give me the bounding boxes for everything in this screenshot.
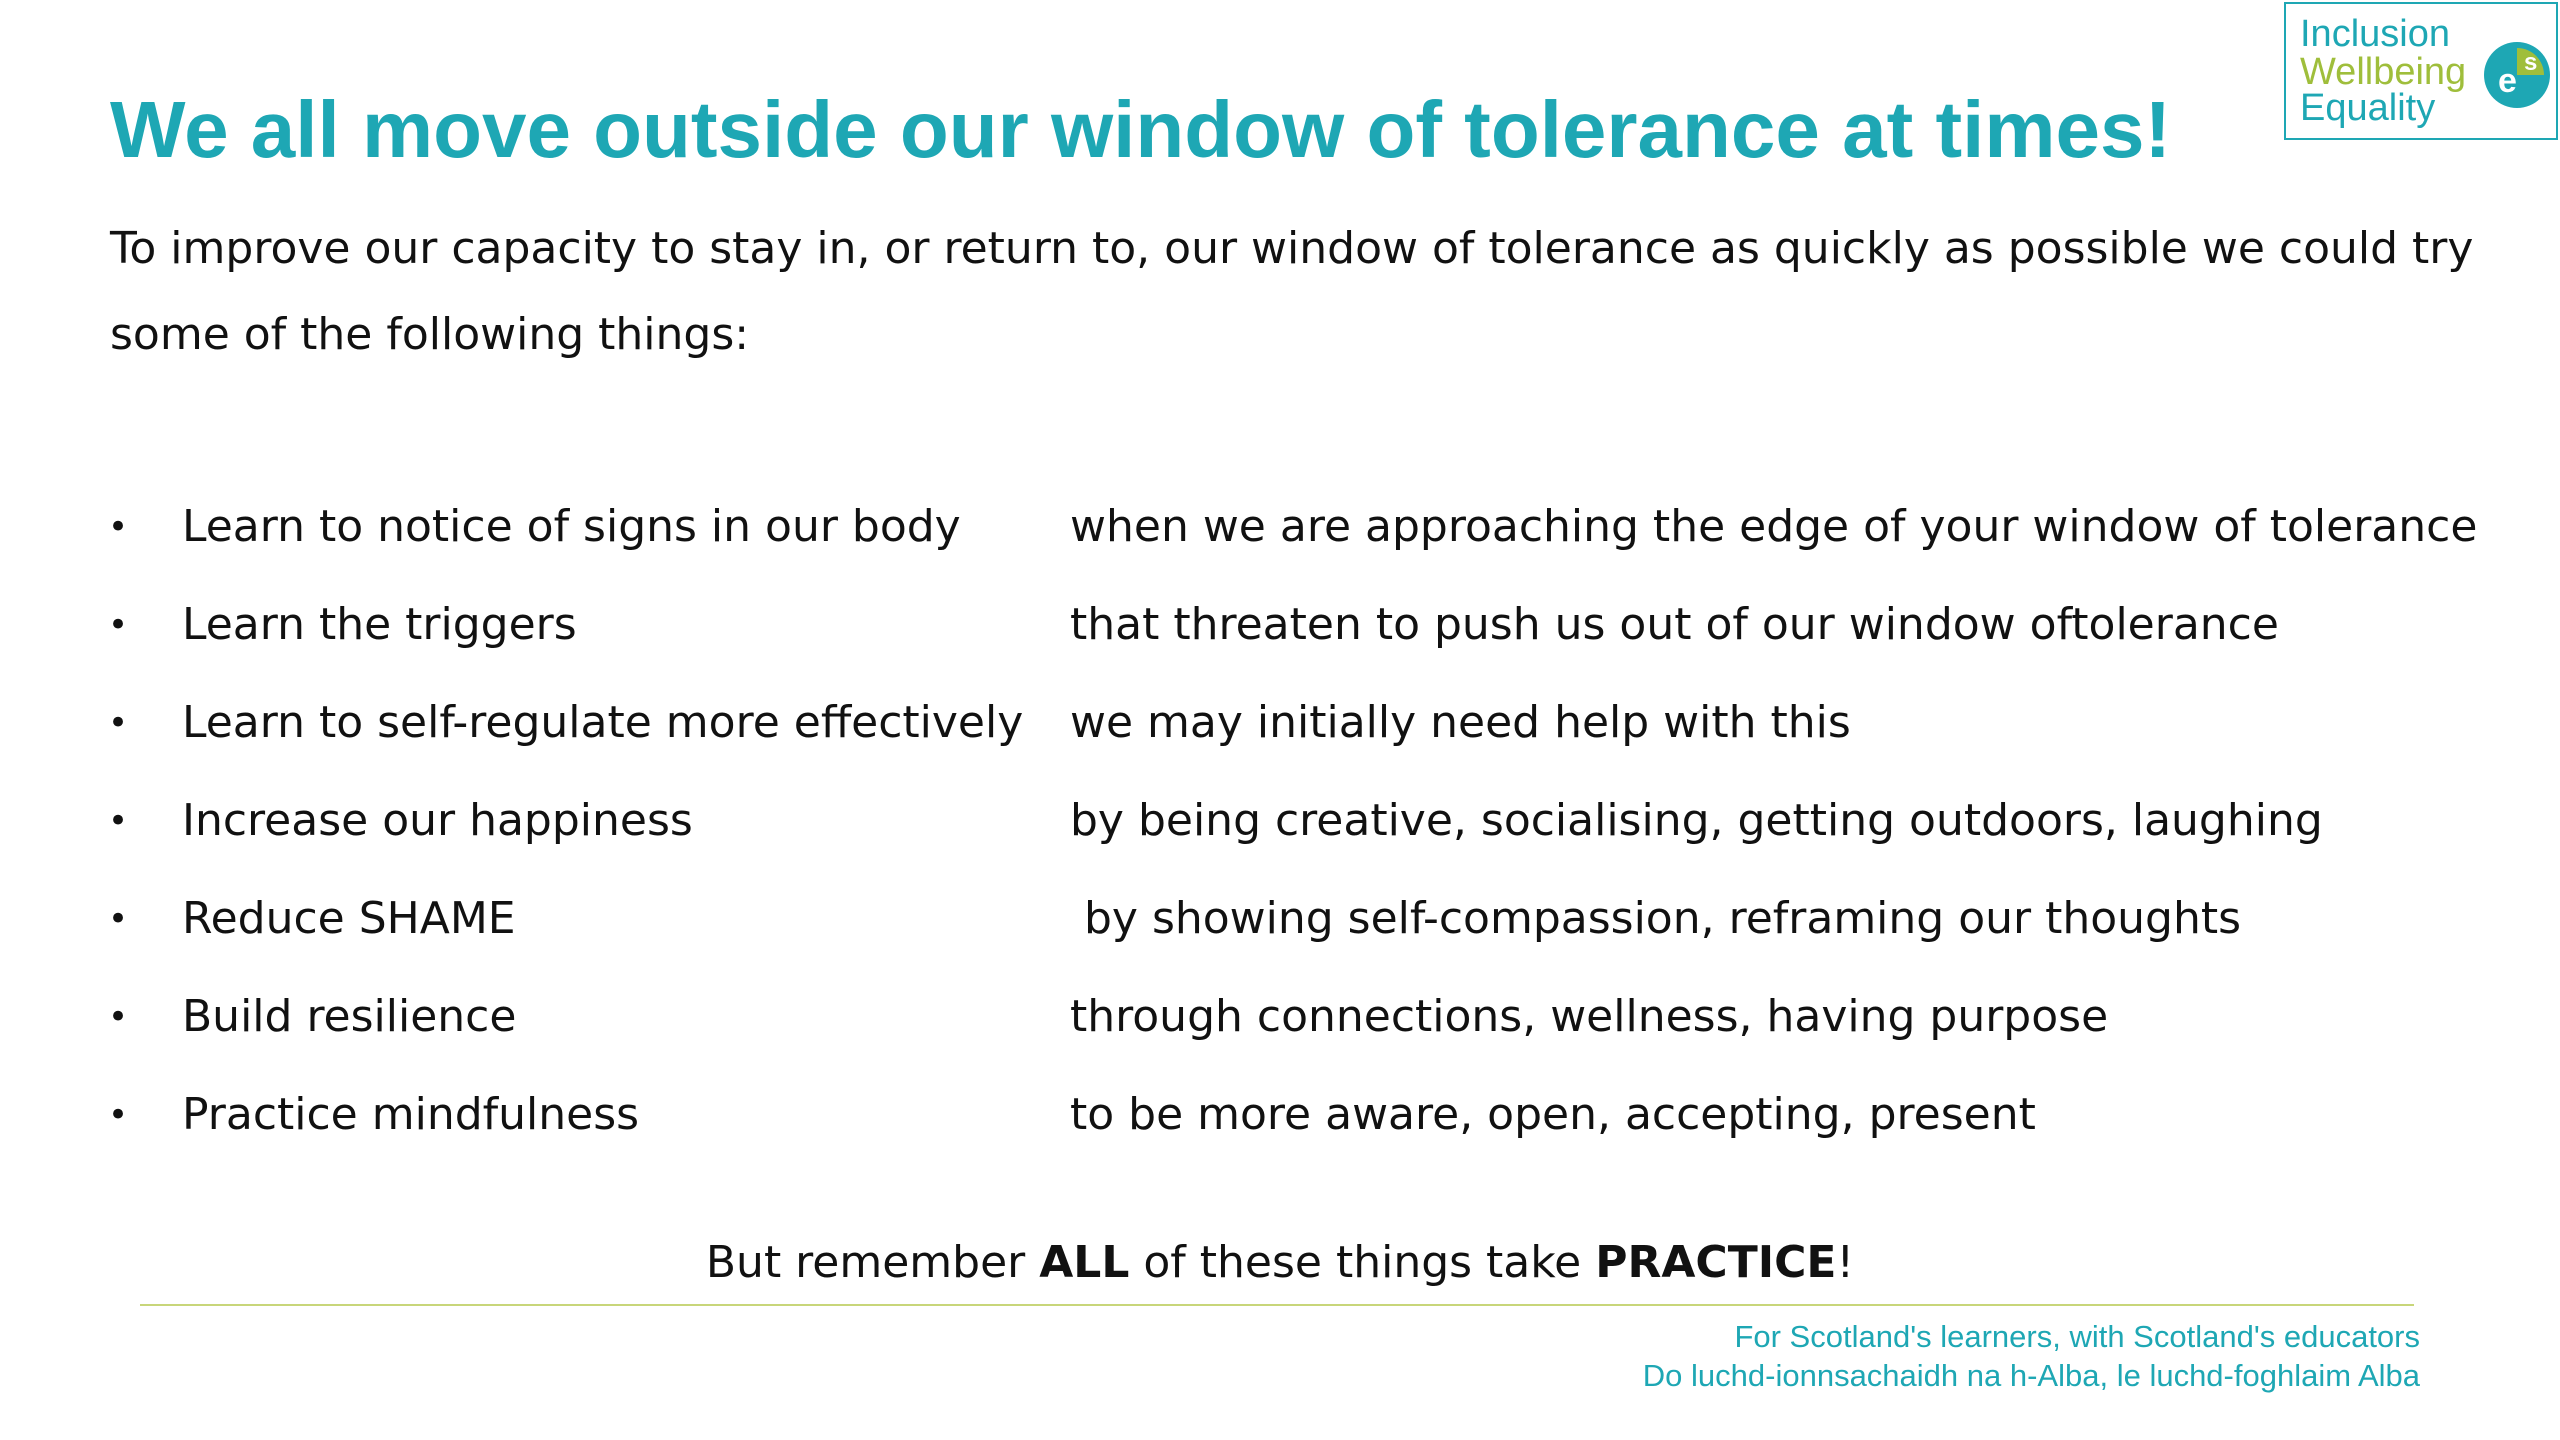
list-item-detail: that threaten to push us out of our window oftolerance [1070, 599, 2279, 650]
footer-tagline-gaelic: Do luchd-ionnsachaidh na h-Alba, le luchd-foghlaim Alba [1642, 1358, 2420, 1393]
list-item-detail: we may initially need help with this [1070, 697, 1851, 748]
logo-line-wellbeing: Wellbeing [2300, 51, 2467, 93]
list-item [0, 786, 2560, 856]
list-item [0, 590, 2560, 660]
logo [2284, 2, 2558, 140]
list-item-label: Learn to self-regulate more effectively [182, 697, 1024, 748]
list-item [0, 982, 2560, 1052]
footer-divider [140, 1304, 2414, 1306]
list-item-detail: when we are approaching the edge of your window of tolerance [1070, 501, 2478, 552]
footer-tagline-english: For Scotland's learners, with Scotland's educators [1734, 1319, 2420, 1354]
list-item-detail: to be more aware, open, accepting, present [1070, 1089, 2036, 1140]
bullet: • [108, 899, 129, 939]
bullet: • [108, 703, 129, 743]
bullet: • [108, 605, 129, 645]
es-logo-icon [2482, 40, 2552, 110]
list-item-label: Build resilience [182, 991, 517, 1042]
list-item [0, 688, 2560, 758]
reminder-suffix: ! [1836, 1237, 1855, 1288]
list-item-label: Learn the triggers [182, 599, 577, 650]
slide-title: We all move outside our window of tolerance at times! [110, 85, 2172, 174]
list-item [0, 1080, 2560, 1150]
reminder-middle: of these things take [1129, 1237, 1596, 1288]
logo-line-equality: Equality [2300, 87, 2436, 129]
bullet: • [108, 801, 129, 841]
reminder-emphasis-practice: PRACTICE [1595, 1237, 1837, 1288]
svg-text:s: s [2524, 49, 2538, 76]
list-item-label: Practice mindfulness [182, 1089, 640, 1140]
intro-text: To improve our capacity to stay in, or return to, our window of tolerance as quickly as possible we could try some of the following things: [110, 223, 2474, 360]
list-item-detail: through connections, wellness, having purpose [1070, 991, 2109, 1042]
list-item-detail: by being creative, socialising, getting outdoors, laughing [1070, 795, 2323, 846]
reminder-prefix: But remember [705, 1237, 1040, 1288]
svg-text:e: e [2498, 62, 2517, 100]
list-item-label: Reduce SHAME [182, 893, 516, 944]
bullet: • [108, 507, 129, 547]
bullet: • [108, 1095, 129, 1135]
bullet: • [108, 997, 129, 1037]
reminder-text [0, 1228, 2560, 1298]
list-item [0, 884, 2560, 954]
reminder-emphasis-all: ALL [1039, 1237, 1130, 1288]
list-item-detail: by showing self-compassion, reframing our thoughts [1070, 893, 2242, 944]
list-item-label: Increase our happiness [182, 795, 693, 846]
list-item [0, 492, 2560, 562]
list-item-label: Learn to notice of signs in our body [182, 501, 961, 552]
logo-line-inclusion: Inclusion [2300, 13, 2450, 55]
